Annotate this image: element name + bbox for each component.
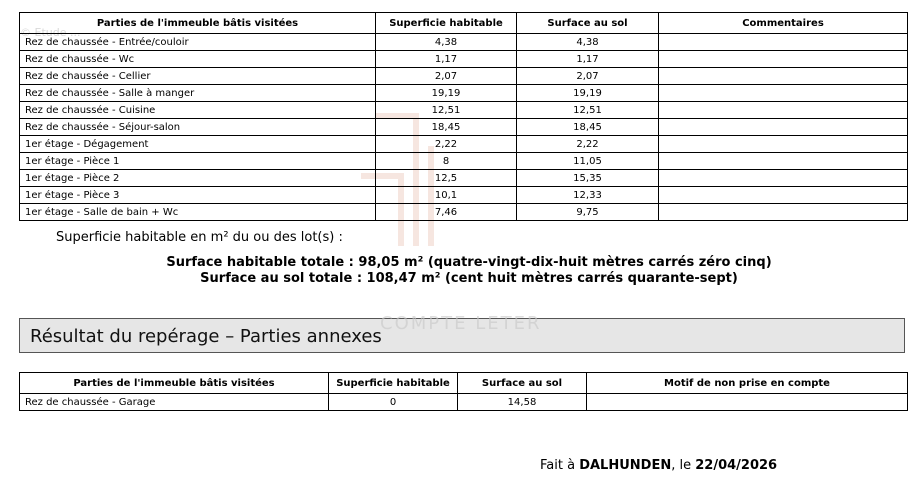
cell-ground: 12,51 [517,102,659,119]
habitable-surface-table [19,12,908,221]
cell-habitable: 8 [376,153,517,170]
cell-habitable: 19,19 [376,85,517,102]
cell-habitable: 0 [329,394,458,411]
table-header-row [20,373,908,394]
cell-comment [659,170,908,187]
total-habitable-surface: Surface habitable totale : 98,05 m² (quatre-vingt-dix-huit mètres carrés zéro cinq) [166,255,772,270]
cell-habitable: 2,22 [376,136,517,153]
cell-room: Rez de chaussée - Entrée/couloir [20,34,376,51]
cell-comment [659,187,908,204]
cell-comment [659,102,908,119]
table-row [20,153,908,170]
table-row [20,34,908,51]
table-row [20,51,908,68]
section-title: Résultat du repérage – Parties annexes [30,326,382,347]
table-row [20,187,908,204]
cell-habitable: 7,46 [376,204,517,221]
cell-room: 1er étage - Pièce 2 [20,170,376,187]
table-row [20,68,908,85]
table-row [20,136,908,153]
cell-comment [659,51,908,68]
cell-ground: 4,38 [517,34,659,51]
cell-room: 1er étage - Pièce 1 [20,153,376,170]
watermark-top-text: © Etude ... [20,26,81,39]
cell-ground: 18,45 [517,119,659,136]
cell-room: 1er étage - Dégagement [20,136,376,153]
cell-room: Rez de chaussée - Garage [20,394,329,411]
col-header-parts: Parties de l'immeuble bâtis visitées [20,13,376,34]
signature-line [540,458,777,473]
cell-exclusion-reason [587,394,908,411]
cell-ground: 9,75 [517,204,659,221]
cell-ground: 15,35 [517,170,659,187]
table-header-row [20,13,908,34]
footer-place: DALHUNDEN [579,458,672,473]
col-header-ground: Surface au sol [517,13,659,34]
col-header-comments: Commentaires [659,13,908,34]
table-row [20,102,908,119]
cell-room: 1er étage - Salle de bain + Wc [20,204,376,221]
cell-habitable: 12,5 [376,170,517,187]
cell-room: Rez de chaussée - Salle à manger [20,85,376,102]
total-ground-surface: Surface au sol totale : 108,47 m² (cent huit mètres carrés quarante-sept) [200,271,738,286]
cell-ground: 2,07 [517,68,659,85]
cell-ground: 19,19 [517,85,659,102]
cell-ground: 14,58 [458,394,587,411]
cell-comment [659,153,908,170]
cell-habitable: 18,45 [376,119,517,136]
col-header-habitable: Superficie habitable [329,373,458,394]
cell-room: 1er étage - Pièce 3 [20,187,376,204]
cell-habitable: 10,1 [376,187,517,204]
table-row [20,119,908,136]
watermark-center-text: COMPTE LETER [380,313,542,334]
cell-room: Rez de chaussée - Séjour-salon [20,119,376,136]
cell-ground: 2,22 [517,136,659,153]
col-header-parts: Parties de l'immeuble bâtis visitées [20,373,329,394]
cell-ground: 12,33 [517,187,659,204]
cell-habitable: 12,51 [376,102,517,119]
cell-room: Rez de chaussée - Cuisine [20,102,376,119]
cell-ground: 11,05 [517,153,659,170]
cell-comment [659,136,908,153]
col-header-exclusion-reason: Motif de non prise en compte [587,373,908,394]
cell-comment [659,119,908,136]
table-row [20,394,908,411]
table-row [20,204,908,221]
table-row [20,170,908,187]
annexes-table [19,372,908,411]
footer-middle: , le [671,458,696,473]
cell-comment [659,204,908,221]
footer-prefix: Fait à [540,458,580,473]
table-row [20,85,908,102]
col-header-ground: Surface au sol [458,373,587,394]
cell-comment [659,68,908,85]
cell-habitable: 4,38 [376,34,517,51]
col-header-habitable: Superficie habitable [376,13,517,34]
habitable-caption: Superficie habitable en m² du ou des lot(s) : [56,230,343,245]
cell-room: Rez de chaussée - Wc [20,51,376,68]
cell-habitable: 2,07 [376,68,517,85]
cell-room: Rez de chaussée - Cellier [20,68,376,85]
cell-habitable: 1,17 [376,51,517,68]
footer-date: 22/04/2026 [695,458,778,473]
cell-comment [659,34,908,51]
cell-ground: 1,17 [517,51,659,68]
cell-comment [659,85,908,102]
